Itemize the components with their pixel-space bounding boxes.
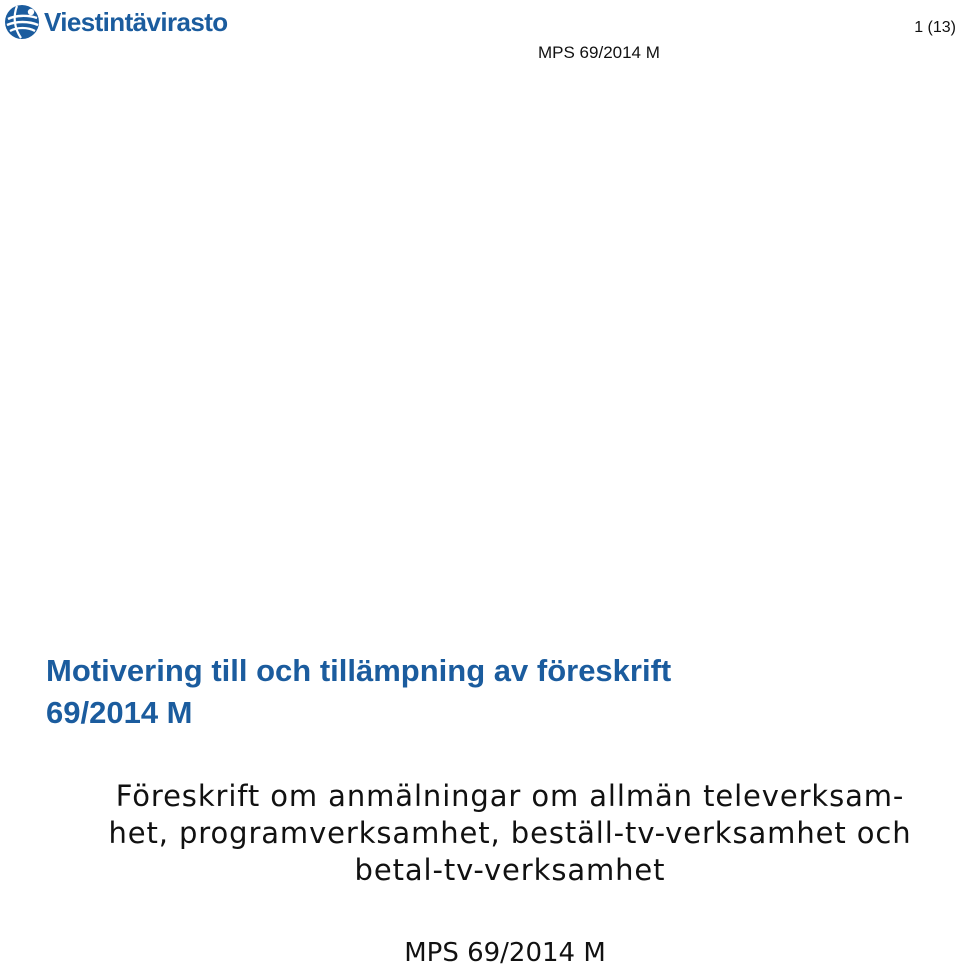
- globe-logo-icon: [4, 4, 40, 40]
- subtitle-line-1: Föreskrift om anmälningar om allmän televerksam-: [115, 779, 905, 813]
- title-line-2: 69/2014 M: [46, 695, 193, 730]
- subtitle-line-2: het, programverksamhet, beställ-tv-verksamhet och: [108, 816, 912, 850]
- title-line-1: Motivering till och tillämpning av föreskrift: [46, 653, 672, 688]
- agency-logo: [4, 4, 228, 40]
- document-title: [46, 650, 926, 734]
- footer-document-id: MPS 69/2014 M: [404, 938, 606, 968]
- page-number: 1 (13): [914, 19, 956, 36]
- subtitle-line-3: betal-tv-verksamhet: [354, 853, 666, 887]
- header-document-id: MPS 69/2014 M: [538, 43, 660, 62]
- logo-wordmark: Viestintävirasto: [44, 7, 228, 37]
- document-subtitle: [40, 778, 960, 889]
